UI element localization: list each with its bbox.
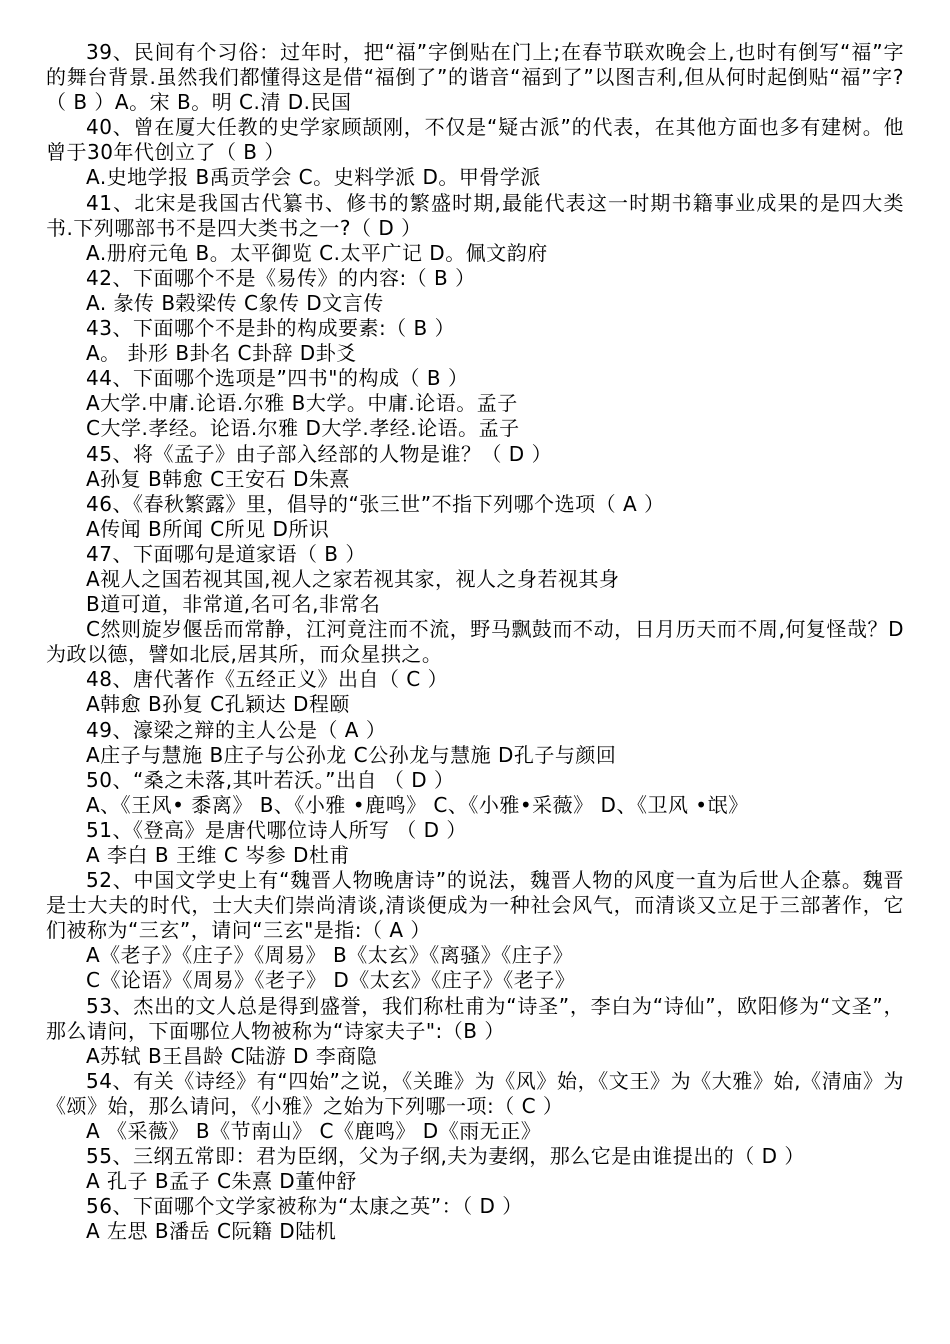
options-45: A孙复 B韩愈 C王安石 D朱熹: [86, 466, 350, 491]
options-54: A 《采薇》 B《节南山》 C《鹿鸣》 D《雨无正》: [86, 1119, 542, 1144]
question-51: 51、《登高》是唐代哪位诗人所写 （ D ）: [86, 817, 467, 842]
document-page: [46, 40, 904, 1245]
question-42: 42、下面哪个不是《易传》的内容:（ B ）: [86, 265, 476, 290]
question-39: 39、民间有个习俗：过年时，把“福”字倒贴在门上;在春节联欢晚会上,也时有倒写“福”字的舞台背景.虽然我们都懂得这是借“福倒了”的谐音“福到了”以图吉利,但从何时起倒贴“福”字?（ B ）A。宋 B。明 C.清 D.民国: [46, 40, 904, 115]
options-52-cd: C《论语》《周易》《老子》 D《太玄》《庄子》《老子》: [86, 968, 576, 993]
options-51: A 李白 B 王维 C 岑参 D杜甫: [86, 843, 350, 867]
options-47-a: A视人之国若视其国,视人之家若视其家，视人之身若视其身: [86, 566, 620, 591]
options-49: A庄子与慧施 B庄子与公孙龙 C公孙龙与慧施 D孔子与颜回: [86, 742, 617, 767]
options-43: A。 卦形 B卦名 C卦辞 D卦爻: [86, 341, 357, 366]
question-46: 46、《春秋繁露》里，倡导的“张三世”不指下列哪个选项（ A ）: [86, 491, 665, 516]
options-55: A 孔子 B孟子 C朱熹 D董仲舒: [86, 1169, 357, 1194]
question-56: 56、下面哪个文学家被称为“太康之英”：（ D ）: [86, 1194, 523, 1219]
question-47: 47、下面哪句是道家语（ B ）: [86, 541, 366, 566]
question-43: 43、下面哪个不是卦的构成要素:（ B ）: [86, 316, 456, 341]
question-54: 54、有关《诗经》有“四始”之说，《关雎》为《风》始，《文王》为《大雅》始,《清庙》为《颂》始，那么请问，《小雅》之始为下列哪一项:（ C ）: [46, 1068, 904, 1118]
options-47-cd: C然则旋岁偃岳而常静，江河竟注而不流，野马飘鼓而不动，日月历天而不周,何复怪哉？D为政以德，譬如北辰,居其所，而众星拱之。: [46, 617, 904, 667]
question-41: 41、北宋是我国古代纂书、修书的繁盛时期,最能代表这一时期书籍事业成果的是四大类书.下列哪部书不是四大类书之一?（ D ）: [46, 190, 904, 240]
question-53: 53、杰出的文人总是得到盛誉，我们称杜甫为“诗圣”，李白为“诗仙”，欧阳修为“文圣”，那么请问，下面哪位人物被称为“诗家夫子":（B ）: [46, 993, 904, 1043]
question-40: 40、曾在厦大任教的史学家顾颉刚，不仅是“疑古派”的代表，在其他方面也多有建树。他曾于30年代创立了（ B ）: [46, 115, 904, 165]
options-46: A传闻 B所闻 C所见 D所识: [86, 516, 330, 541]
options-41: A.册府元龟 B。太平御览 C.太平广记 D。佩文韵府: [86, 240, 548, 265]
options-47-b: B道可道，非常道,名可名,非常名: [86, 592, 381, 617]
question-45: 45、将《孟子》由子部入经部的人物是谁？（ D ）: [86, 441, 553, 466]
question-52: 52、中国文学史上有“魏晋人物晚唐诗”的说法，魏晋人物的风度一直为后世人企慕。魏晋是士大夫的时代，士大夫们崇尚清谈,清谈便成为一种社会风气，而清谈又立足于三部著作，它们被称为“三玄”，请问“三玄"是指:（ A ）: [46, 868, 904, 943]
options-40: A.史地学报 B禹贡学会 C。史料学派 D。甲骨学派: [86, 165, 541, 190]
question-48: 48、唐代著作《五经正义》出自（ C ）: [86, 667, 449, 692]
question-49: 49、濠梁之辩的主人公是（ A ）: [86, 717, 387, 742]
options-42: A. 彖传 B榖梁传 C象传 D文言传: [86, 290, 384, 315]
options-48: A韩愈 B孙复 C孔颖达 D程颐: [86, 692, 350, 717]
question-55: 55、三纲五常即：君为臣纲，父为子纲,夫为妻纲，那么它是由谁提出的（ D ）: [86, 1144, 805, 1169]
options-56: A 左思 B潘岳 C阮籍 D陆机: [86, 1219, 337, 1244]
options-50: A、《王风• 黍离》 B、《小雅 •鹿鸣》 C、《小雅•采薇》 D、《卫风 •氓》: [86, 792, 749, 817]
options-53: A苏轼 B王昌龄 C陆游 D 李商隐: [86, 1043, 378, 1068]
options-44-ab: A大学.中庸.论语.尔雅 B大学。中庸.论语。孟子: [86, 391, 518, 416]
question-50: 50、“桑之未落,其叶若沃。”出自 （ D ）: [86, 767, 455, 792]
question-44: 44、下面哪个选项是”四书"的构成（ B ）: [86, 366, 469, 391]
options-44-cd: C大学.孝经。论语.尔雅 D大学.孝经.论语。孟子: [86, 416, 520, 441]
options-52-ab: A《老子》《庄子》《周易》 B《太玄》《离骚》《庄子》: [86, 943, 574, 968]
